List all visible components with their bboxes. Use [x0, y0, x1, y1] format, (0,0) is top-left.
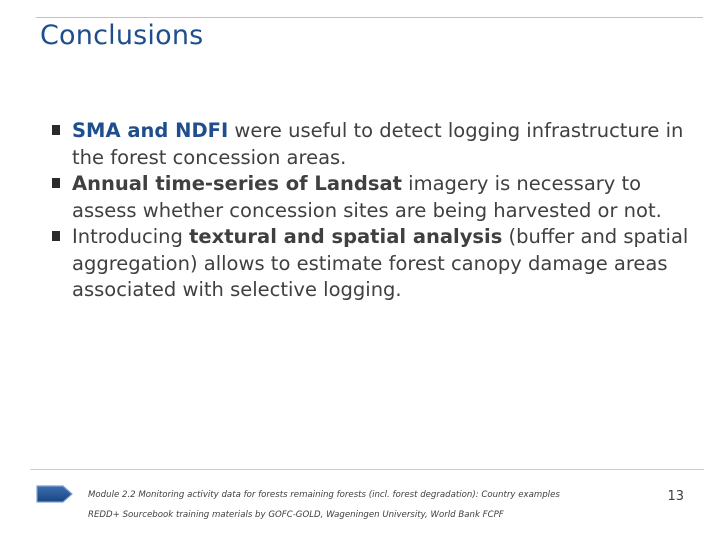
footer-module-text: Module 2.2 Monitoring activity data for forests remaining forests (incl. forest degradation): Country examples	[88, 490, 560, 500]
bullet-bold-text: SMA and NDFI	[72, 119, 229, 142]
slide-title: Conclusions	[40, 20, 204, 51]
page-number: 13	[667, 489, 684, 504]
bullet-text: imagery is necessary to assess whether concession sites are being harvested or not.	[72, 172, 662, 222]
footer-divider	[30, 469, 704, 470]
header-divider	[36, 17, 703, 18]
bullet-bold-text: Annual time-series of Landsat	[72, 172, 402, 195]
bullet-text: (buffer and spatial aggregation) allows to estimate forest canopy damage areas associated with selective logging.	[72, 225, 689, 301]
bullet-item	[52, 118, 702, 171]
square-bullet-icon	[52, 178, 60, 188]
bullet-item	[52, 224, 702, 304]
square-bullet-icon	[52, 125, 60, 135]
bullet-list	[52, 118, 702, 304]
bullet-bold-text: textural and spatial analysis	[189, 225, 503, 248]
bullet-item	[52, 171, 702, 224]
arrow-right-icon	[36, 483, 74, 505]
bullet-prefix-text: Introducing	[72, 225, 190, 248]
bullet-text: were useful to detect logging infrastructure in the forest concession areas.	[72, 119, 684, 169]
footer-credits-text: REDD+ Sourcebook training materials by GOFC-GOLD, Wageningen University, World Bank FCPF	[88, 510, 504, 520]
square-bullet-icon	[52, 231, 60, 241]
